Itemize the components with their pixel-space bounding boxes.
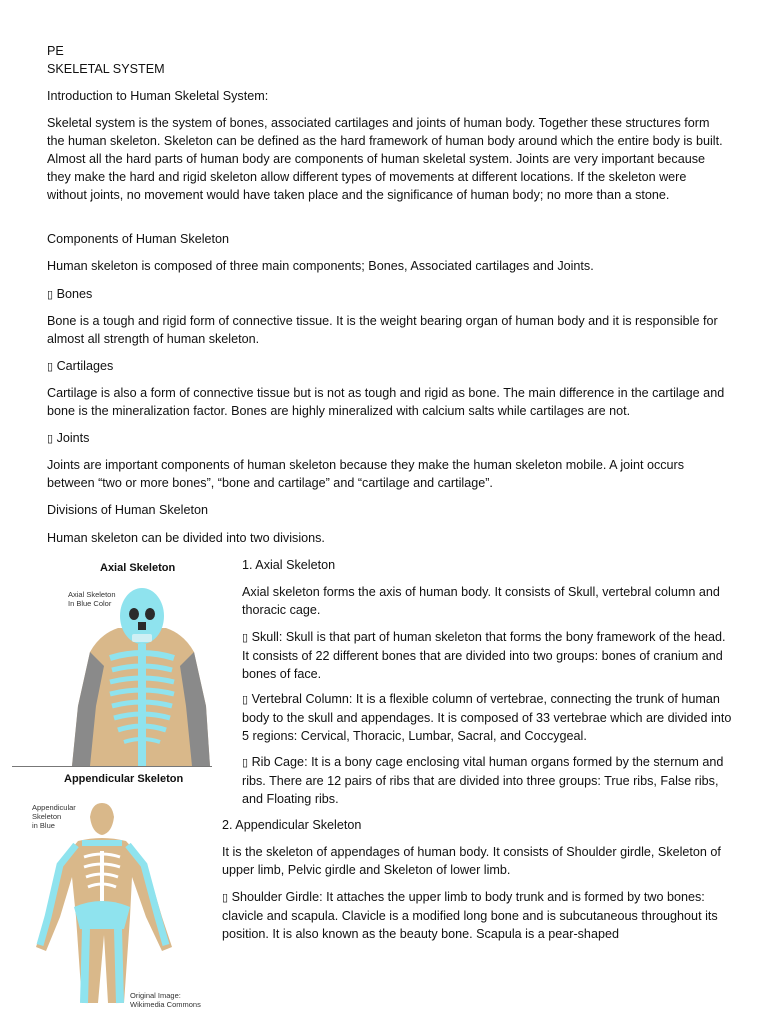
appendicular-caption-line: Appendicular (32, 803, 76, 812)
ribcage-text: Rib Cage: It is a bony cage enclosing vital human organs formed by the sternum and ribs. There are 12 pairs of ribs that are divided into three groups: True ribs, False ribs, and Floating ribs. (242, 755, 724, 806)
joints-heading (47, 429, 727, 448)
vertebral-text: Vertebral Column: It is a flexible column of vertebrae, connecting the trunk of human body to the skull and appendages. It is composed of 33 vertebrae which are divided into 5 regions: Cervical, Thoracic, Lumbar, Sacral, and Coccygeal. (242, 692, 732, 743)
axial-figure-caption (68, 590, 116, 608)
joints-paragraph: Joints are important components of human skeleton because they make the human skeleton mobile. A joint occurs between “two or more bones”, “bone and cartilage” and “cartilage and cartilage”. (47, 458, 685, 490)
bullet-icon: ▯ (47, 361, 54, 373)
components-paragraph: Human skeleton is composed of three main components; Bones, Associated cartilages and Joints. (47, 259, 594, 273)
axial-caption-line: Axial Skeleton (68, 590, 116, 599)
axial-heading: 1. Axial Skeleton (242, 558, 336, 572)
vertebral-paragraph (242, 690, 732, 745)
bullet-icon: ▯ (47, 433, 54, 445)
bullet-icon: ▯ (242, 694, 249, 706)
cartilages-heading-text: Cartilages (56, 359, 114, 373)
divisions-heading: Divisions of Human Skeleton (47, 503, 208, 517)
axial-skeleton-figure (60, 556, 222, 766)
intro-heading: Introduction to Human Skeletal System: (47, 89, 269, 103)
axial-paragraph: Axial skeleton forms the axis of human body. It consists of Skull, vertebral column and thoracic cage. (242, 585, 720, 617)
skull-paragraph (242, 628, 732, 683)
bones-paragraph: Bone is a tough and rigid form of connective tissue. It is the weight bearing organ of human body and it is responsible for almost all strength of human skeleton. (47, 314, 718, 346)
appendicular-caption-line: Skeleton (32, 812, 62, 821)
axial-caption-line: In Blue Color (68, 599, 112, 608)
bullet-icon: ▯ (222, 892, 229, 904)
bullet-icon: ▯ (47, 289, 54, 301)
cartilages-paragraph: Cartilage is also a form of connective tissue but is not as tough and rigid as bone. The main difference in the cartilage and bone is the mineralization factor. Bones are highly mineralized with calcium salts while cartilages are not. (47, 386, 725, 418)
appendicular-caption-line: in Blue (32, 821, 55, 830)
intro-paragraph: Skeletal system is the system of bones, associated cartilages and joints of human body. Together these structures form the human skeleton. Skeleton can be defined as the hard framework of human body around which the entire body is built. Almost all the hard parts of human body are components of human skeletal system. Joints are very important because they make the hard and rigid skeleton allow different types of movements at different locations. If the skeleton were without joints, no movement would have taken place and the significance of human body; no more than a stone. (47, 116, 723, 202)
image-credit-line: Original Image: (130, 991, 181, 1000)
image-credit-line: Wikimedia Commons (130, 1000, 201, 1009)
divisions-paragraph: Human skeleton can be divided into two divisions. (47, 531, 325, 545)
shoulder-paragraph (222, 888, 727, 943)
appendicular-paragraph: It is the skeleton of appendages of human body. It consists of Shoulder girdle, Skeleton of upper limb, Pelvic girdle and Skeleton of lower limb. (222, 845, 721, 877)
axial-skeleton-illustration (60, 556, 222, 766)
components-heading: Components of Human Skeleton (47, 232, 230, 246)
bullet-icon: ▯ (242, 757, 249, 769)
appendicular-skeleton-figure (12, 766, 212, 1015)
page-title: SKELETAL SYSTEM (47, 62, 165, 76)
bones-heading-text: Bones (56, 287, 93, 301)
joints-heading-text: Joints (56, 431, 90, 445)
skull-text: Skull: Skull is that part of human skeleton that forms the bony framework of the head. It consists of 22 different bones that are divided into two groups: bones of cranium and bones of face. (242, 630, 726, 681)
bullet-icon: ▯ (242, 632, 249, 644)
appendicular-figure-title: Appendicular Skeleton (64, 773, 184, 785)
course-label: PE (47, 44, 64, 58)
appendicular-figure-caption (32, 803, 76, 830)
appendicular-heading: 2. Appendicular Skeleton (222, 818, 362, 832)
bones-heading (47, 285, 727, 304)
axial-figure-title: Axial Skeleton (100, 562, 176, 574)
ribcage-paragraph (242, 753, 732, 808)
cartilages-heading (47, 357, 727, 376)
shoulder-text: Shoulder Girdle: It attaches the upper limb to body trunk and is formed by two bones: clavicle and scapula. Clavicle is a modified long bone and is subcutaneous throughout its position. It is also known as the beauty bone. Scapula is a pear-shaped (222, 890, 718, 941)
image-credit (130, 991, 201, 1009)
